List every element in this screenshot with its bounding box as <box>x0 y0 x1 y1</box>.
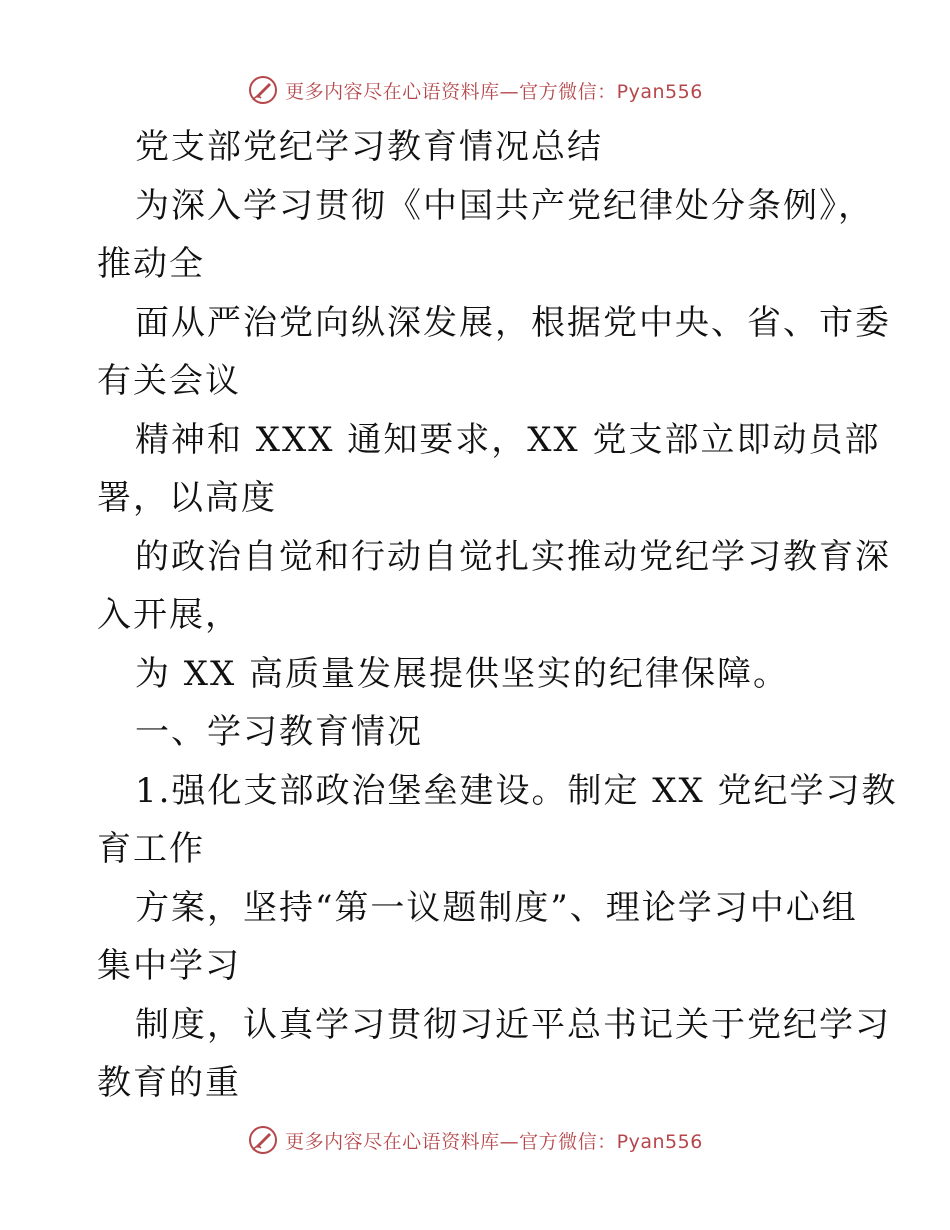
text-line: 面从严治党向纵深发展，根据党中央、省、市委 <box>135 302 891 343</box>
text-line: 的政治自觉和行动自觉扎实推动党纪学习教育深 <box>135 536 891 577</box>
text-line: 推动全 <box>97 244 205 284</box>
text-line: 为 XX 高质量发展提供坚实的纪律保障。 <box>135 653 790 694</box>
banner-text: 更多内容尽在心语资料库—官方微信：Pyan556 <box>285 80 703 103</box>
section-heading: 一、学习教育情况 <box>135 712 423 752</box>
banner-text: 更多内容尽在心语资料库—官方微信：Pyan556 <box>285 1130 703 1153</box>
text-line: 集中学习 <box>97 946 241 986</box>
text-line: 为深入学习贯彻《中国共产党纪律处分条例》， <box>135 185 874 226</box>
header-banner <box>0 70 950 110</box>
text-line: 署，以高度 <box>97 478 277 518</box>
text-line: 教育的重 <box>97 1063 241 1103</box>
footer-banner <box>0 1120 950 1160</box>
text-line: 有关会议 <box>97 361 241 401</box>
text-line: 精神和 XXX 通知要求，XX 党支部立即动员部 <box>135 419 881 460</box>
text-line: 入开展， <box>97 595 241 635</box>
document-body <box>97 118 898 1113</box>
text-line: 方案，坚持“第一议题制度”、理论学习中心组 <box>135 887 858 928</box>
text-line: 制度，认真学习贯彻习近平总书记关于党纪学习 <box>135 1004 891 1045</box>
document-title: 党支部党纪学习教育情况总结 <box>135 127 603 167</box>
text-line: 育工作 <box>97 829 205 869</box>
text-line: 1.强化支部政治堡垒建设。制定 XX 党纪学习教 <box>135 770 898 811</box>
pen-seal-logo-icon <box>247 1124 279 1156</box>
pen-seal-logo-icon <box>247 74 279 106</box>
